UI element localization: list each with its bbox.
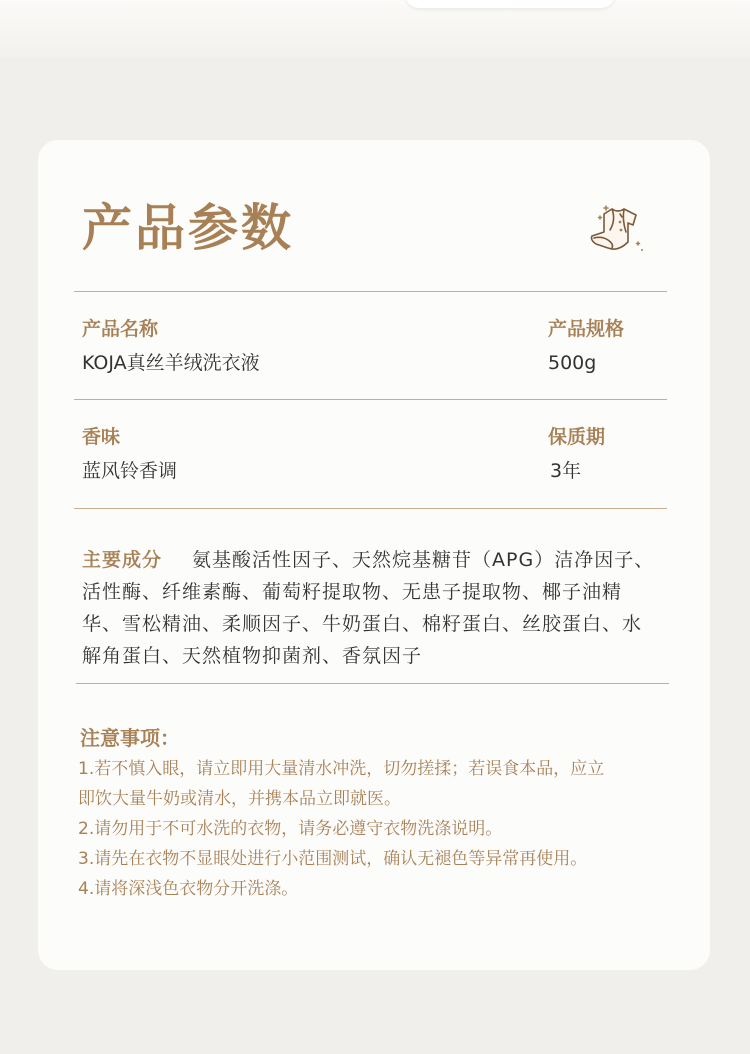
note-line: 2.请勿用于不可水洗的衣物，请务必遵守衣物洗涤说明。 <box>78 819 503 839</box>
shirt-sparkle-icon <box>582 192 656 266</box>
ingredients-text: 氨基酸活性因子、天然烷基糖苷（APG）洁净因子、活性酶、纤维素酶、葡萄籽提取物、无患子提取物、椰子油精华、雪松精油、柔顺因子、牛奶蛋白、棉籽蛋白、丝胶蛋白、水解角蛋白、天然植物抑菌剂、香氛因子 <box>82 549 655 667</box>
spec-card <box>38 140 710 970</box>
shelf-life-value: 3年 <box>550 460 582 482</box>
divider <box>74 399 667 400</box>
note-line: 即饮大量牛奶或清水，并携本品立即就医。 <box>78 789 401 809</box>
ingredients-block <box>82 544 660 672</box>
product-size-value: 500g <box>548 352 597 374</box>
divider <box>74 508 667 509</box>
note-line: 3.请先在衣物不显眼处进行小范围测试，确认无褪色等异常再使用。 <box>78 849 588 869</box>
shelf-life-label: 保质期 <box>548 426 606 448</box>
product-name-label: 产品名称 <box>82 318 159 340</box>
product-size-label: 产品规格 <box>548 318 625 340</box>
scent-label: 香味 <box>82 426 121 448</box>
note-line: 1.若不慎入眼，请立即用大量清水冲洗，切勿搓揉；若误食本品，应立 <box>78 759 605 779</box>
note-line: 4.请将深浅色衣物分开洗涤。 <box>78 879 299 899</box>
page-title: 产品参数 <box>82 199 294 257</box>
divider <box>76 683 669 684</box>
ingredients-label: 主要成分 <box>82 549 163 571</box>
notes-title: 注意事项： <box>80 726 180 750</box>
product-name-value: KOJA真丝羊绒洗衣液 <box>82 352 260 374</box>
scent-value: 蓝风铃香调 <box>82 460 178 482</box>
notes-list <box>78 754 678 904</box>
divider <box>74 291 667 292</box>
product-bottle-top <box>0 0 750 58</box>
